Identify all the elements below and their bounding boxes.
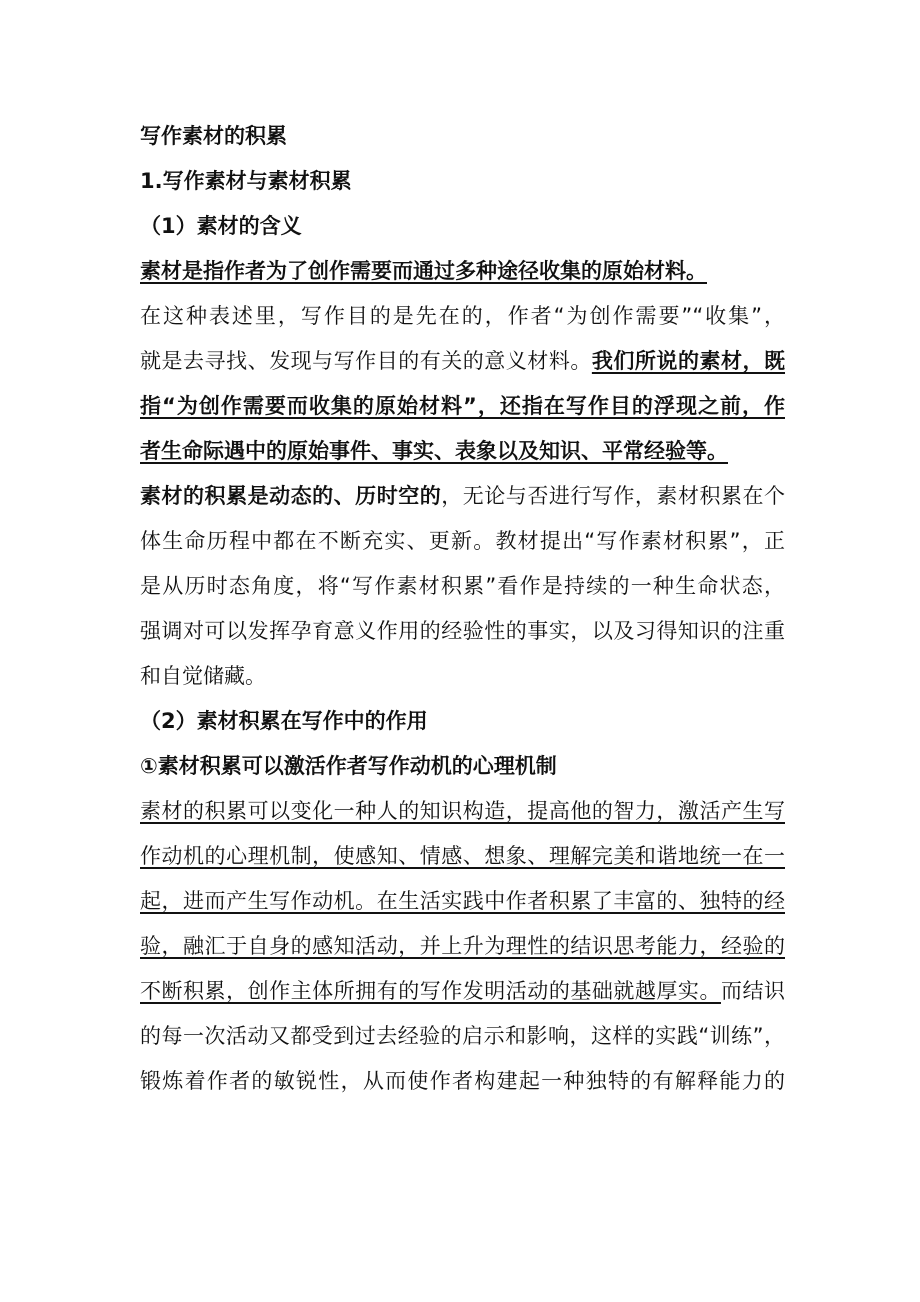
emphasis-text: 者生命际遇中的原始事件、事实、表象以及知识、平常经验等。 [140,439,728,463]
point-heading-1: ①素材积累可以激活作者写作动机的心理机制 [140,754,557,778]
paragraph-text: 就是去寻找、发现与写作目的有关的意义材料。 [140,349,592,373]
bold-lead-text: 素材的积累是动态的、历时空的 [140,484,442,508]
document-page [140,114,785,1104]
paragraph-line: 是从历时态角度，将“写作素材积累”看作是持续的一种生命状态， [140,574,785,598]
underlined-text: 不断积累，创作主体所拥有的写作发明活动的基础就越厚实。 [140,979,721,1003]
underlined-line: 起，进而产生写作动机。在生活实践中作者积累了丰富的、独特的经 [140,889,785,913]
paragraph-line [140,474,785,519]
paragraph-line [140,969,785,1014]
paragraph-line [140,339,785,384]
section-heading-1: 1.写作素材与素材积累 [140,169,352,193]
emphasis-text: 我们所说的素材，既 [591,349,786,373]
paragraph-line: 的每一次活动又都受到过去经验的启示和影响，这样的实践“训练”， [140,1024,785,1048]
definition-line [140,249,785,294]
emphasis-line: 指“为创作需要而收集的原始材料”，还指在写作目的浮现之前，作 [140,394,785,418]
paragraph-line: 在这种表述里，写作目的是先在的，作者“为创作需要”“收集”， [140,304,785,328]
subheading-meaning: （1）素材的含义 [140,214,302,238]
paragraph-text: ，无论与否进行写作，素材积累在个 [441,484,786,508]
subheading-role: （2）素材积累在写作中的作用 [140,709,428,733]
doc-title: 写作素材的积累 [140,124,287,148]
underlined-line: 作动机的心理机制，使感知、情感、想象、理解完美和谐地统一在一 [140,844,785,868]
paragraph-text: 而结识 [720,979,786,1003]
paragraph-line: 和自觉储藏。 [140,664,266,688]
definition-text: 素材是指作者为了创作需要而通过多种途径收集的原始材料。 [140,259,707,283]
paragraph-line: 体生命历程中都在不断充实、更新。教材提出“写作素材积累”，正 [140,529,785,553]
emphasis-line [140,429,785,474]
underlined-line: 验，融汇于自身的感知活动，并上升为理性的结识思考能力，经验的 [140,934,785,958]
paragraph-line: 锻炼着作者的敏锐性，从而使作者构建起一种独特的有解释能力的 [140,1069,785,1093]
underlined-line: 素材的积累可以变化一种人的知识构造，提高他的智力，激活产生写 [140,799,785,823]
paragraph-line: 强调对可以发挥孕育意义作用的经验性的事实，以及习得知识的注重 [140,619,785,643]
